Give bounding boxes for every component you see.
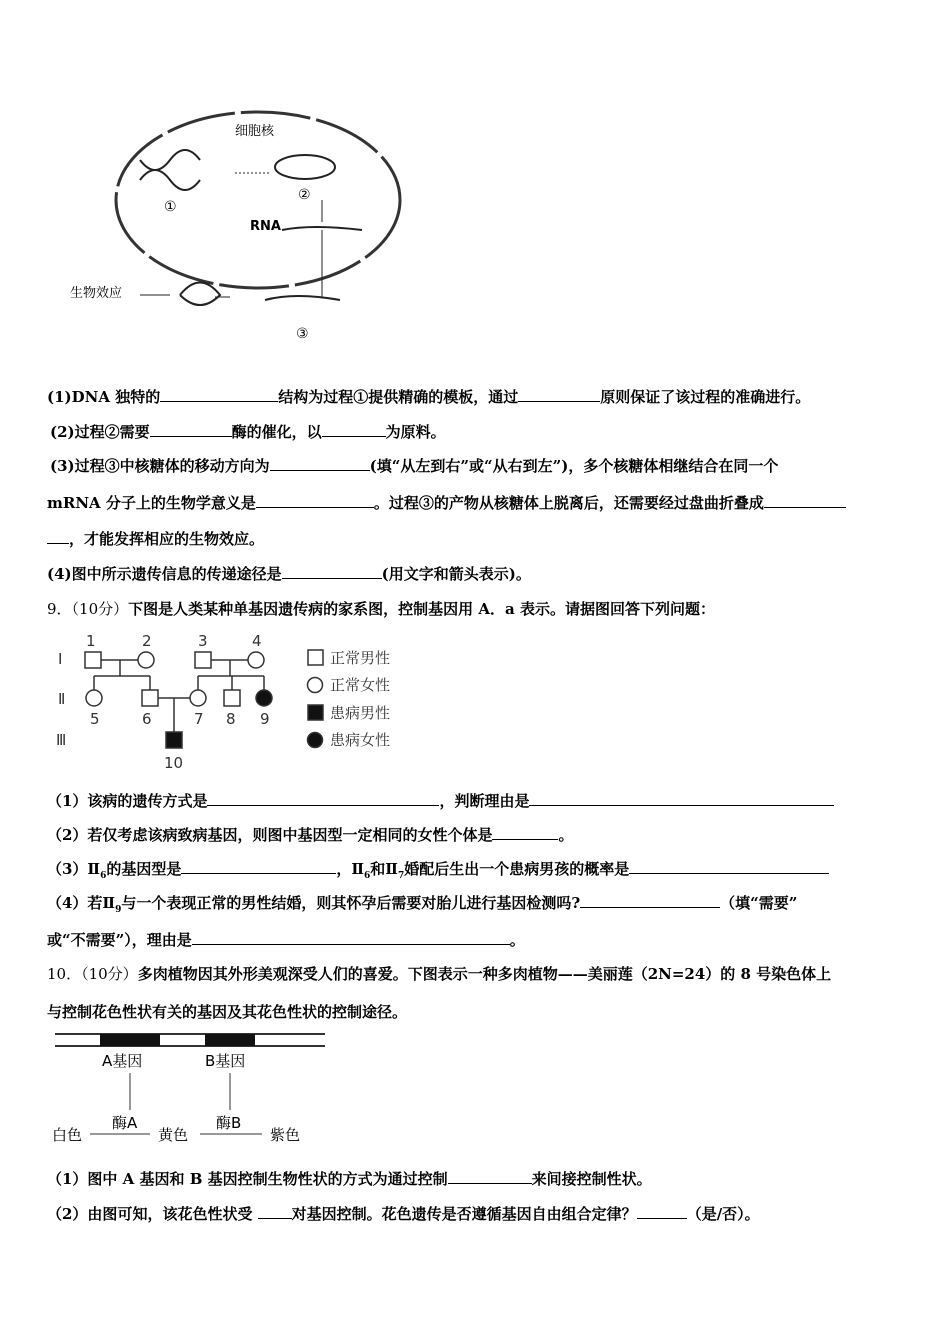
svg-text:Ⅱ: Ⅱ xyxy=(58,690,66,708)
svg-text:3: 3 xyxy=(198,632,208,650)
q10-stem2: 与控制花色性状有关的基因及其花色性状的控制途径。 xyxy=(47,1003,408,1021)
svg-text:A基因: A基因 xyxy=(102,1052,143,1070)
svg-text:4: 4 xyxy=(252,632,262,650)
svg-text:患病男性: 患病男性 xyxy=(330,704,391,722)
q9-sub4: （4）若$Ⅱ_9$与一个表现正常的男性结婚，则其怀孕后需要对胎儿进行基因检测吗? （填“需要” xyxy=(47,894,798,915)
answer-blank[interactable] xyxy=(181,859,336,874)
q9-sub1: （1）该病的遗传方式是 ，判断理由是 xyxy=(47,790,834,811)
q10-stem: 10．（10分）多肉植物因其外形美观深受人们的喜爱。下图表示一种多肉植物——美丽莲（2N=24）的 8 号染色体上 xyxy=(47,965,832,983)
q8-line4: mRNA 分子上的生物学意义是 。过程③的产物从核糖体上脱离后，还需要经过盘曲折叠成 xyxy=(47,492,846,513)
svg-text:正常男性: 正常男性 xyxy=(330,649,391,667)
answer-blank[interactable] xyxy=(629,859,829,874)
q8-line1: (1)DNA 独特的 结构为过程①提供精确的模板，通过 原则保证了该过程的准确进行。 xyxy=(47,388,811,406)
svg-text:1: 1 xyxy=(86,632,96,650)
svg-text:白色: 白色 xyxy=(52,1126,83,1144)
answer-blank[interactable] xyxy=(764,493,846,508)
svg-text:9: 9 xyxy=(260,710,270,728)
svg-text:细胞核: 细胞核 xyxy=(235,124,275,139)
svg-text:Ⅲ: Ⅲ xyxy=(56,731,67,749)
answer-blank[interactable] xyxy=(150,422,232,437)
q8-line6: (4)图中所示遗传信息的传递途径是 (用文字和箭头表示)。 xyxy=(47,565,531,583)
svg-text:2: 2 xyxy=(142,632,152,650)
svg-text:酶B: 酶B xyxy=(216,1114,242,1132)
answer-blank[interactable] xyxy=(448,1169,532,1184)
svg-text:正常女性: 正常女性 xyxy=(330,676,391,694)
q9-sub2: （2）若仅考虑该病致病基因，则图中基因型一定相同的女性个体是 。 xyxy=(47,826,574,844)
answer-blank[interactable] xyxy=(580,893,720,908)
answer-blank[interactable] xyxy=(492,825,558,840)
q9-stem: 9．（10分）下图是人类某种单基因遗传病的家系图，控制基因用 A．a 表示。请据图回答下列问题： xyxy=(47,600,715,618)
svg-text:②: ② xyxy=(298,187,311,203)
answer-blank[interactable] xyxy=(637,1204,687,1219)
answer-blank[interactable] xyxy=(529,791,834,806)
answer-blank[interactable] xyxy=(207,791,439,806)
flower-color-pathway-diagram xyxy=(50,1028,340,1148)
q9-sub4-cont: 或“不需要”），理由是 。 xyxy=(47,931,525,949)
q9-sub3: $(3)Ⅱ_6$的基因型是 ，$Ⅱ_6$和$Ⅱ_7$婚配后生出一个患病男孩的概率是 xyxy=(47,858,829,881)
answer-blank[interactable] xyxy=(518,387,600,402)
q10-sub2: （2）由图可知，该花色性状受 对基因控制。花色遗传是否遵循基因自由组合定律？ （是/否）。 xyxy=(47,1205,760,1223)
q10-sub1: （1）图中 A 基因和 B 基因控制生物性状的方式为通过控制 来间接控制性状。 xyxy=(47,1170,652,1188)
answer-blank[interactable] xyxy=(282,564,382,579)
svg-text:Ⅰ: Ⅰ xyxy=(58,650,63,668)
svg-text:③: ③ xyxy=(296,326,309,342)
q8-line3: (3)过程③中核糖体的移动方向为 (填“从左到右”或“从右到左”)，多个核糖体相继结合在同一个 xyxy=(50,457,779,475)
svg-text:①: ① xyxy=(164,199,177,215)
answer-blank[interactable] xyxy=(270,456,370,471)
svg-text:10: 10 xyxy=(164,754,184,772)
gene-expression-diagram xyxy=(60,105,420,345)
svg-text:酶A: 酶A xyxy=(112,1114,138,1132)
svg-text:6: 6 xyxy=(142,710,152,728)
svg-text:生物效应: 生物效应 xyxy=(70,286,123,301)
q8-line2: (2)过程②需要 酶的催化，以 为原料。 xyxy=(50,423,446,441)
answer-blank[interactable] xyxy=(160,387,278,402)
svg-text:患病女性: 患病女性 xyxy=(330,731,391,749)
answer-blank[interactable] xyxy=(322,422,386,437)
svg-text:RNA: RNA xyxy=(250,219,281,234)
svg-text:紫色: 紫色 xyxy=(270,1126,301,1144)
pedigree-chart xyxy=(50,628,430,773)
answer-blank[interactable] xyxy=(258,1204,292,1219)
svg-text:B基因: B基因 xyxy=(205,1052,246,1070)
q8-line5: ，才能发挥相应的生物效应。 xyxy=(47,528,264,549)
svg-text:8: 8 xyxy=(226,710,236,728)
answer-blank[interactable] xyxy=(256,493,374,508)
svg-text:黄色: 黄色 xyxy=(158,1126,189,1144)
answer-blank[interactable] xyxy=(192,930,510,945)
svg-text:5: 5 xyxy=(90,710,100,728)
svg-text:7: 7 xyxy=(194,710,204,728)
answer-blank[interactable] xyxy=(47,529,69,544)
